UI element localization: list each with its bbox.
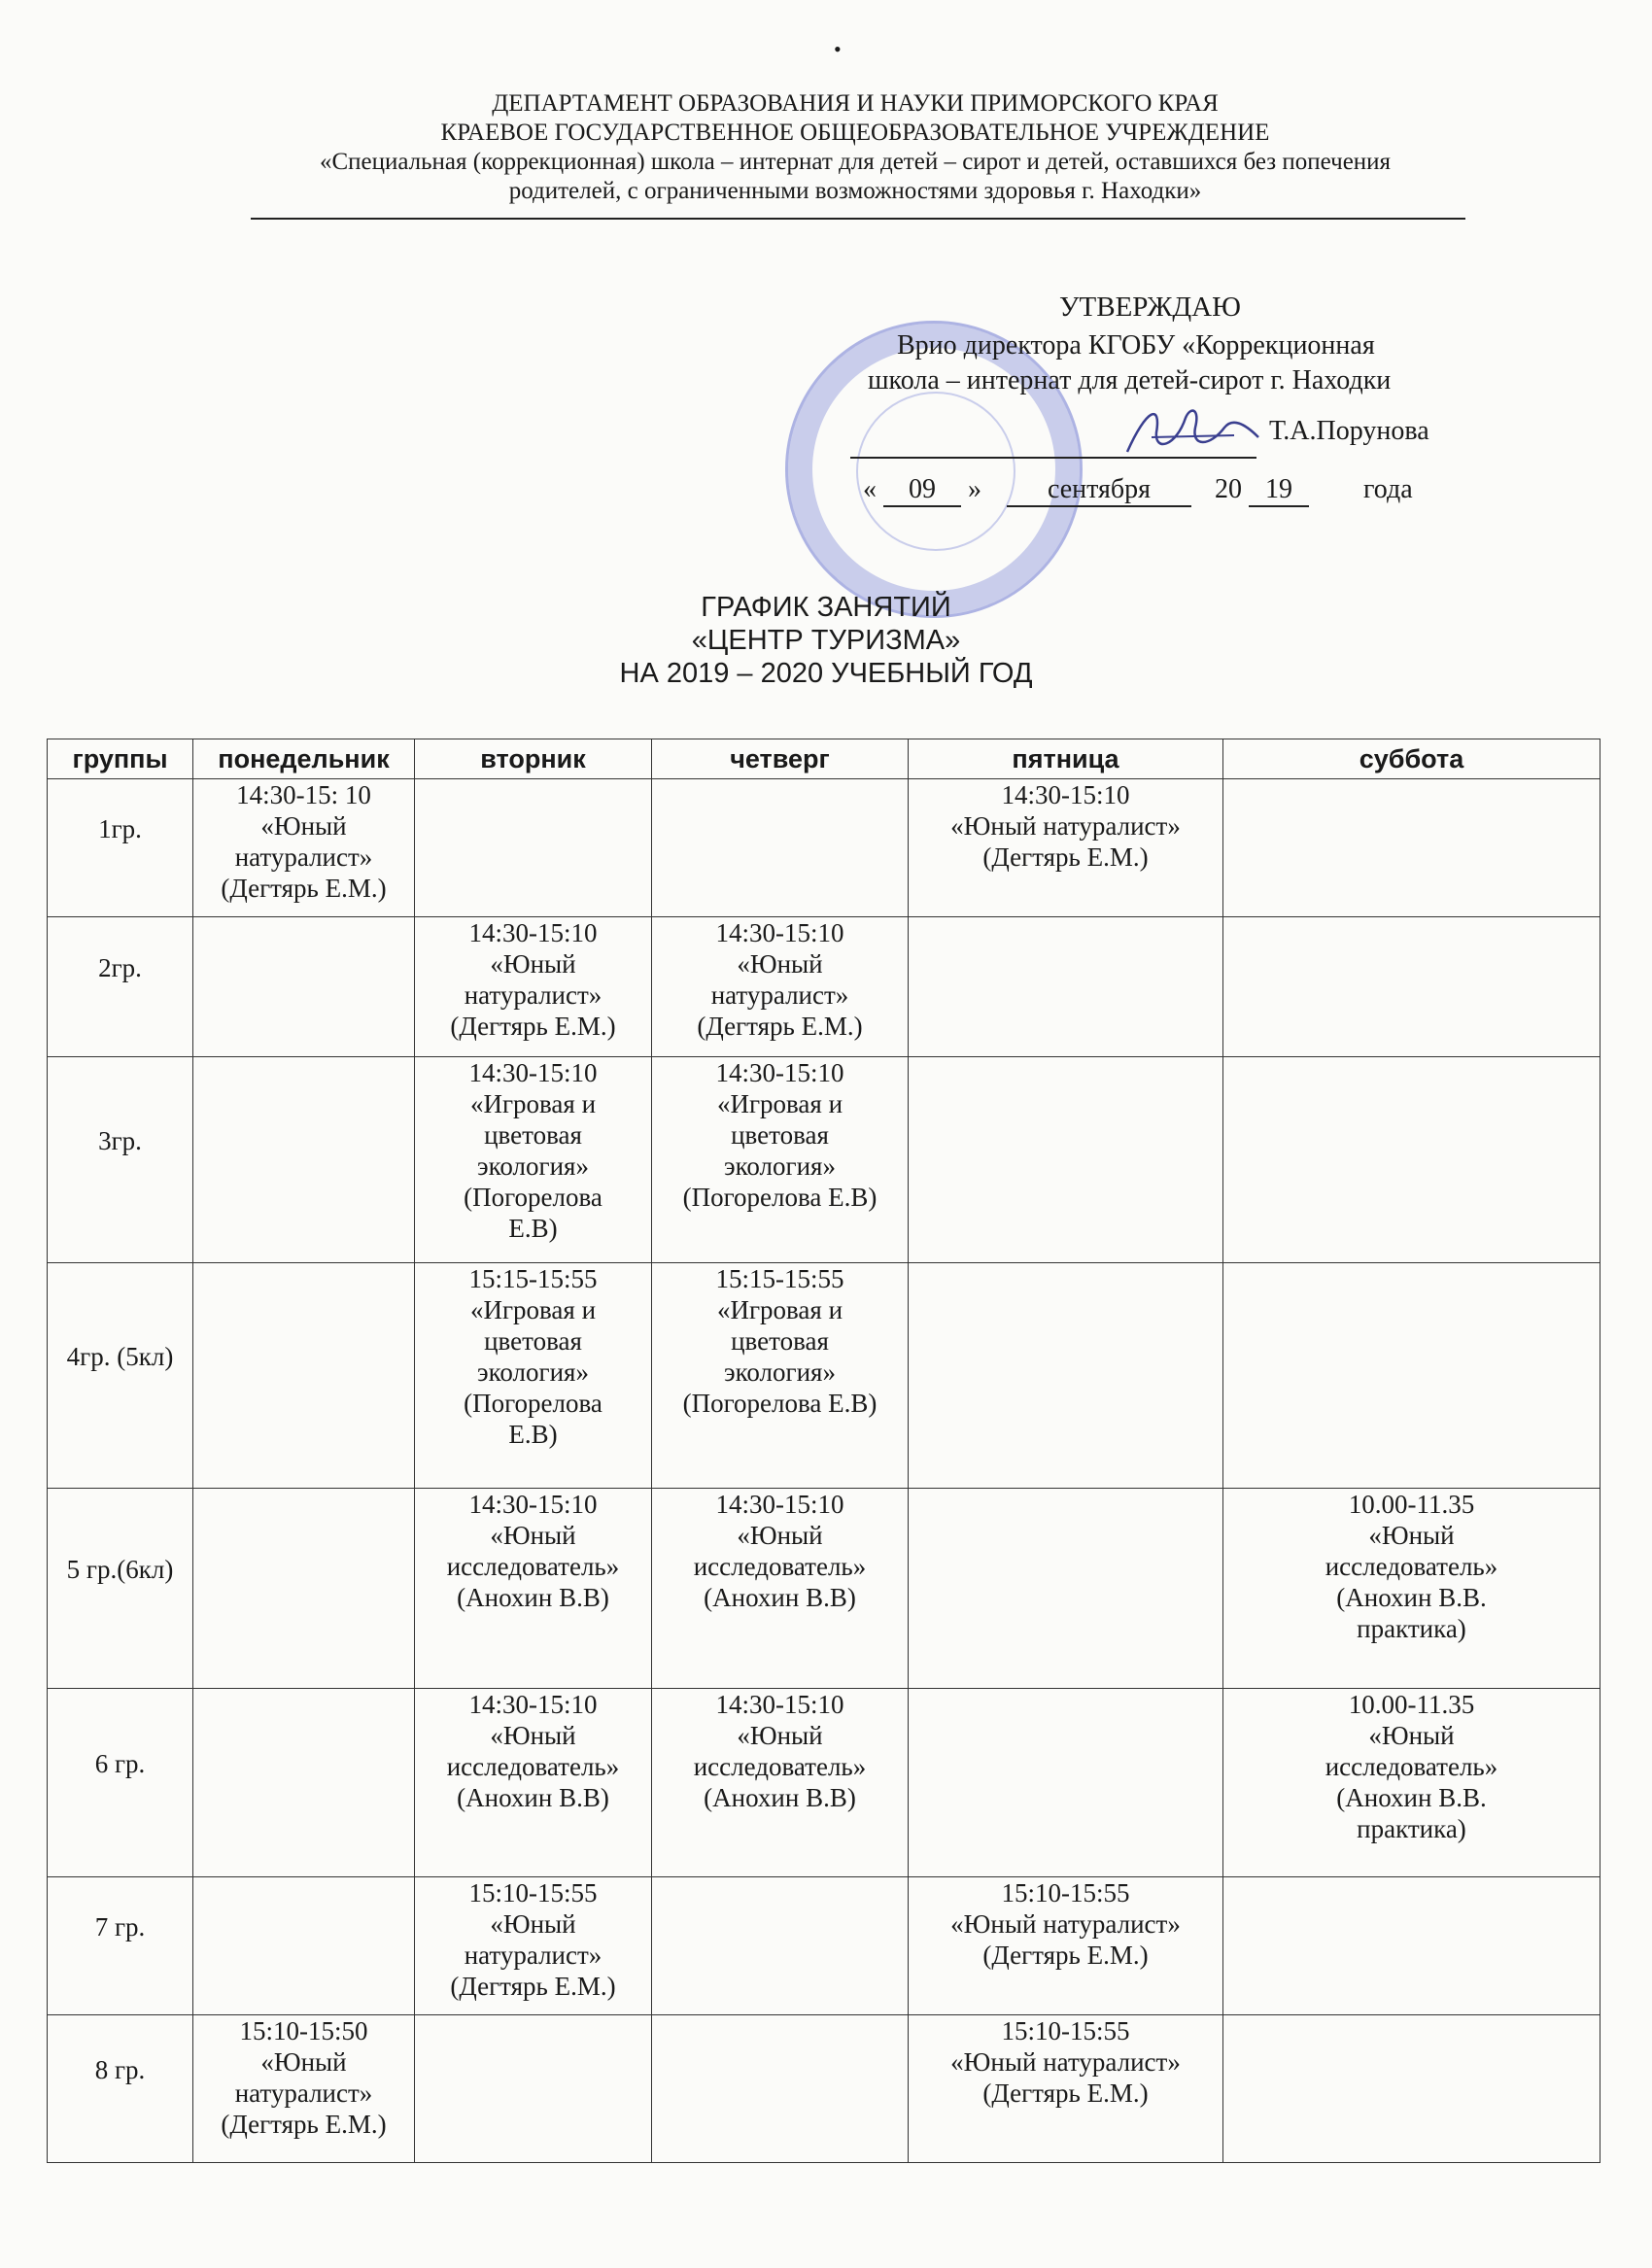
schedule-cell-line: «Игровая и bbox=[469, 1295, 597, 1324]
schedule-cell bbox=[652, 2015, 909, 2163]
schedule-cell-line: исследователь» bbox=[1325, 1552, 1498, 1581]
schedule-cell-line: цветовая bbox=[731, 1326, 829, 1356]
schedule-cell-line: «Юный bbox=[1368, 1521, 1455, 1550]
column-header-groups: группы bbox=[48, 739, 193, 779]
approval-position-1: Врио директора КГОБУ «Коррекционная bbox=[897, 330, 1375, 361]
schedule-cell-line: (Дегтярь Е.М.) bbox=[697, 1012, 863, 1041]
schedule-cell-line: исследователь» bbox=[446, 1752, 620, 1781]
table-row bbox=[48, 1877, 1600, 2015]
schedule-cell-line: (Дегтярь Е.М.) bbox=[450, 1972, 616, 2001]
schedule-cell bbox=[1223, 1057, 1600, 1263]
schedule-cell-line: экология» bbox=[724, 1357, 836, 1387]
approval-position-2: школа – интернат для детей-сирот г. Находки bbox=[868, 365, 1392, 395]
schedule-cell-line: (Погорелова bbox=[464, 1183, 602, 1212]
schedule-cell bbox=[1223, 779, 1600, 917]
table-row bbox=[48, 1263, 1600, 1489]
table-row bbox=[48, 779, 1600, 917]
date-year-word: года bbox=[1363, 474, 1413, 504]
schedule-cell-line: 10.00-11.35 bbox=[1348, 1490, 1475, 1519]
schedule-cell bbox=[1223, 1263, 1600, 1489]
schedule-cell-line: (Анохин В.В) bbox=[457, 1783, 609, 1812]
schedule-cell-line: (Дегтярь Е.М.) bbox=[221, 874, 387, 903]
schedule-cell bbox=[909, 1877, 1223, 2015]
schedule-cell-line: 15:10-15:50 bbox=[239, 2016, 368, 2045]
schedule-cell-line: исследователь» bbox=[693, 1552, 867, 1581]
schedule-cell-line: цветовая bbox=[484, 1326, 582, 1356]
group-cell: 1гр. bbox=[48, 779, 193, 917]
document-title bbox=[544, 591, 1108, 690]
schedule-cell-line: исследователь» bbox=[693, 1752, 867, 1781]
group-cell: 3гр. bbox=[48, 1057, 193, 1263]
date-close-quote: » bbox=[968, 474, 981, 504]
schedule-cell-line: (Дегтярь Е.М.) bbox=[982, 2079, 1149, 2108]
schedule-cell bbox=[415, 917, 652, 1057]
schedule-cell-line: «Юный bbox=[737, 1721, 823, 1750]
director-name: Т.А.Порунова bbox=[1269, 416, 1429, 446]
schedule-cell bbox=[909, 1489, 1223, 1689]
schedule-cell-line: 14:30-15:10 bbox=[715, 1058, 844, 1087]
schedule-cell-line: натуралист» bbox=[464, 1941, 602, 1970]
schedule-cell-line: натуралист» bbox=[234, 2079, 373, 2108]
schedule-cell-line: экология» bbox=[724, 1151, 836, 1181]
date-open-quote: « bbox=[863, 474, 877, 504]
approval-title: УТВЕРЖДАЮ bbox=[1059, 292, 1241, 323]
schedule-cell-line: (Анохин В.В) bbox=[704, 1583, 856, 1612]
group-cell: 2гр. bbox=[48, 917, 193, 1057]
schedule-cell bbox=[193, 1263, 415, 1489]
schedule-cell-line: 15:10-15:55 bbox=[468, 1878, 598, 1907]
schedule-cell-line: «Игровая и bbox=[469, 1089, 597, 1118]
date-year-prefix: 20 bbox=[1215, 474, 1242, 504]
schedule-cell-line: практика) bbox=[1357, 1814, 1466, 1843]
schedule-cell-line: 14:30-15:10 bbox=[468, 1058, 598, 1087]
schedule-cell-line: 10.00-11.35 bbox=[1348, 1690, 1475, 1719]
group-cell: 6 гр. bbox=[48, 1689, 193, 1877]
schedule-cell-line: цветовая bbox=[731, 1120, 829, 1150]
schedule-table bbox=[47, 739, 1600, 2163]
schedule-cell-line: (Погорелова Е.В) bbox=[682, 1389, 878, 1418]
schedule-cell-line: «Юный bbox=[490, 949, 576, 979]
schedule-cell-line: 14:30-15: 10 bbox=[236, 780, 371, 809]
schedule-cell bbox=[415, 1057, 652, 1263]
schedule-cell bbox=[909, 1057, 1223, 1263]
group-cell: 5 гр.(6кл) bbox=[48, 1489, 193, 1689]
punch-mark: • bbox=[834, 37, 842, 61]
schedule-cell bbox=[1223, 1877, 1600, 2015]
schedule-cell-line: практика) bbox=[1357, 1614, 1466, 1643]
schedule-cell bbox=[193, 1689, 415, 1877]
schedule-cell-line: 14:30-15:10 bbox=[715, 1490, 844, 1519]
schedule-cell-line: 15:10-15:55 bbox=[1001, 2016, 1130, 2045]
schedule-cell-line: «Юный bbox=[260, 2047, 347, 2077]
group-cell: 8 гр. bbox=[48, 2015, 193, 2163]
schedule-cell-line: «Юный bbox=[490, 1721, 576, 1750]
schedule-cell bbox=[415, 2015, 652, 2163]
schedule-cell bbox=[1223, 2015, 1600, 2163]
header-school-name-1: «Специальная (коррекционная) школа – интернат для детей – сирот и детей, оставшихся без попечения bbox=[319, 149, 1392, 175]
header-divider bbox=[251, 218, 1465, 220]
schedule-cell bbox=[415, 1489, 652, 1689]
schedule-cell bbox=[1223, 1489, 1600, 1689]
institution-header bbox=[248, 89, 1463, 206]
schedule-cell-line: «Юный bbox=[737, 949, 823, 979]
schedule-cell bbox=[909, 1263, 1223, 1489]
schedule-cell-line: 15:15-15:55 bbox=[715, 1264, 844, 1293]
schedule-cell bbox=[909, 1689, 1223, 1877]
schedule-cell-line: «Юный натуралист» bbox=[950, 1909, 1181, 1939]
schedule-cell bbox=[652, 1057, 909, 1263]
table-header-row bbox=[48, 739, 1600, 779]
title-line-3: НА 2019 – 2020 УЧЕБНЫЙ ГОД bbox=[619, 658, 1033, 689]
schedule-cell bbox=[652, 1877, 909, 2015]
schedule-cell bbox=[652, 779, 909, 917]
header-school-name-2: родителей, с ограниченными возможностями здоровья г. Находки» bbox=[508, 178, 1202, 204]
group-cell: 7 гр. bbox=[48, 1877, 193, 2015]
table-row bbox=[48, 917, 1600, 1057]
schedule-cell-line: 14:30-15:10 bbox=[468, 1490, 598, 1519]
approval-date bbox=[863, 474, 1413, 507]
schedule-cell-line: натуралист» bbox=[710, 980, 849, 1010]
schedule-cell bbox=[193, 779, 415, 917]
schedule-cell-line: «Юный bbox=[737, 1521, 823, 1550]
schedule-cell-line: (Дегтярь Е.М.) bbox=[221, 2110, 387, 2139]
schedule-cell bbox=[909, 779, 1223, 917]
schedule-cell-line: 14:30-15:10 bbox=[715, 918, 844, 947]
schedule-cell-line: 14:30-15:10 bbox=[1001, 780, 1130, 809]
schedule-cell-line: 15:10-15:55 bbox=[1001, 1878, 1130, 1907]
schedule-cell bbox=[415, 1877, 652, 2015]
schedule-cell-line: «Юный натуралист» bbox=[950, 2047, 1181, 2077]
schedule-cell bbox=[193, 1877, 415, 2015]
schedule-cell bbox=[415, 1263, 652, 1489]
table-row bbox=[48, 1489, 1600, 1689]
column-header-tuesday: вторник bbox=[415, 739, 652, 779]
schedule-cell-line: «Юный bbox=[1368, 1721, 1455, 1750]
column-header-thursday: четверг bbox=[652, 739, 909, 779]
group-cell: 4гр. (5кл) bbox=[48, 1263, 193, 1489]
date-month: сентября bbox=[1007, 474, 1191, 507]
table-row bbox=[48, 1689, 1600, 1877]
date-day: 09 bbox=[883, 474, 961, 507]
column-header-monday: понедельник bbox=[193, 739, 415, 779]
schedule-cell-line: (Анохин В.В. bbox=[1336, 1583, 1487, 1612]
schedule-cell-line: исследователь» bbox=[1325, 1752, 1498, 1781]
schedule-cell-line: натуралист» bbox=[464, 980, 602, 1010]
schedule-cell-line: (Погорелова bbox=[464, 1389, 602, 1418]
schedule-cell-line: 14:30-15:10 bbox=[715, 1690, 844, 1719]
header-institution: КРАЕВОЕ ГОСУДАРСТВЕННОЕ ОБЩЕОБРАЗОВАТЕЛЬНОЕ УЧРЕЖДЕНИЕ bbox=[440, 120, 1270, 146]
schedule-cell bbox=[415, 1689, 652, 1877]
schedule-cell bbox=[1223, 1689, 1600, 1877]
signature-line bbox=[850, 457, 1256, 459]
schedule-cell-line: Е.В) bbox=[508, 1214, 558, 1243]
schedule-cell-line: 15:15-15:55 bbox=[468, 1264, 598, 1293]
schedule-cell-line: натуралист» bbox=[234, 842, 373, 872]
schedule-cell-line: (Анохин В.В) bbox=[457, 1583, 609, 1612]
schedule-cell-line: «Юный bbox=[490, 1909, 576, 1939]
schedule-cell bbox=[193, 2015, 415, 2163]
title-line-1: ГРАФИК ЗАНЯТИЙ bbox=[701, 592, 951, 623]
schedule-cell bbox=[909, 917, 1223, 1057]
table-row bbox=[48, 2015, 1600, 2163]
schedule-cell bbox=[652, 917, 909, 1057]
schedule-cell-line: исследователь» bbox=[446, 1552, 620, 1581]
header-department: ДЕПАРТАМЕНТ ОБРАЗОВАНИЯ И НАУКИ ПРИМОРСКОГО КРАЯ bbox=[492, 90, 1219, 117]
schedule-cell-line: цветовая bbox=[484, 1120, 582, 1150]
schedule-cell-line: (Анохин В.В. bbox=[1336, 1783, 1487, 1812]
schedule-cell bbox=[652, 1489, 909, 1689]
table-row bbox=[48, 1057, 1600, 1263]
schedule-cell bbox=[415, 779, 652, 917]
schedule-cell bbox=[193, 917, 415, 1057]
schedule-cell-line: (Анохин В.В) bbox=[704, 1783, 856, 1812]
column-header-saturday: суббота bbox=[1223, 739, 1600, 779]
schedule-cell-line: «Юный bbox=[490, 1521, 576, 1550]
schedule-cell-line: «Юный bbox=[260, 811, 347, 841]
schedule-cell bbox=[1223, 917, 1600, 1057]
title-line-2: «ЦЕНТР ТУРИЗМА» bbox=[691, 625, 961, 656]
schedule-cell-line: (Дегтярь Е.М.) bbox=[982, 1941, 1149, 1970]
schedule-cell-line: (Погорелова Е.В) bbox=[682, 1183, 878, 1212]
schedule-cell-line: (Дегтярь Е.М.) bbox=[450, 1012, 616, 1041]
schedule-cell-line: (Дегтярь Е.М.) bbox=[982, 842, 1149, 872]
schedule-cell bbox=[652, 1689, 909, 1877]
schedule-cell-line: «Юный натуралист» bbox=[950, 811, 1181, 841]
schedule-cell-line: «Игровая и bbox=[716, 1089, 843, 1118]
schedule-cell-line: 14:30-15:10 bbox=[468, 918, 598, 947]
date-year-suffix: 19 bbox=[1249, 474, 1309, 507]
schedule-cell-line: Е.В) bbox=[508, 1420, 558, 1449]
schedule-cell bbox=[193, 1489, 415, 1689]
schedule-cell-line: «Игровая и bbox=[716, 1295, 843, 1324]
schedule-cell bbox=[909, 2015, 1223, 2163]
schedule-cell bbox=[193, 1057, 415, 1263]
schedule-cell bbox=[652, 1263, 909, 1489]
schedule-cell-line: 14:30-15:10 bbox=[468, 1690, 598, 1719]
schedule-cell-line: экология» bbox=[477, 1151, 589, 1181]
schedule-cell-line: экология» bbox=[477, 1357, 589, 1387]
column-header-friday: пятница bbox=[909, 739, 1223, 779]
